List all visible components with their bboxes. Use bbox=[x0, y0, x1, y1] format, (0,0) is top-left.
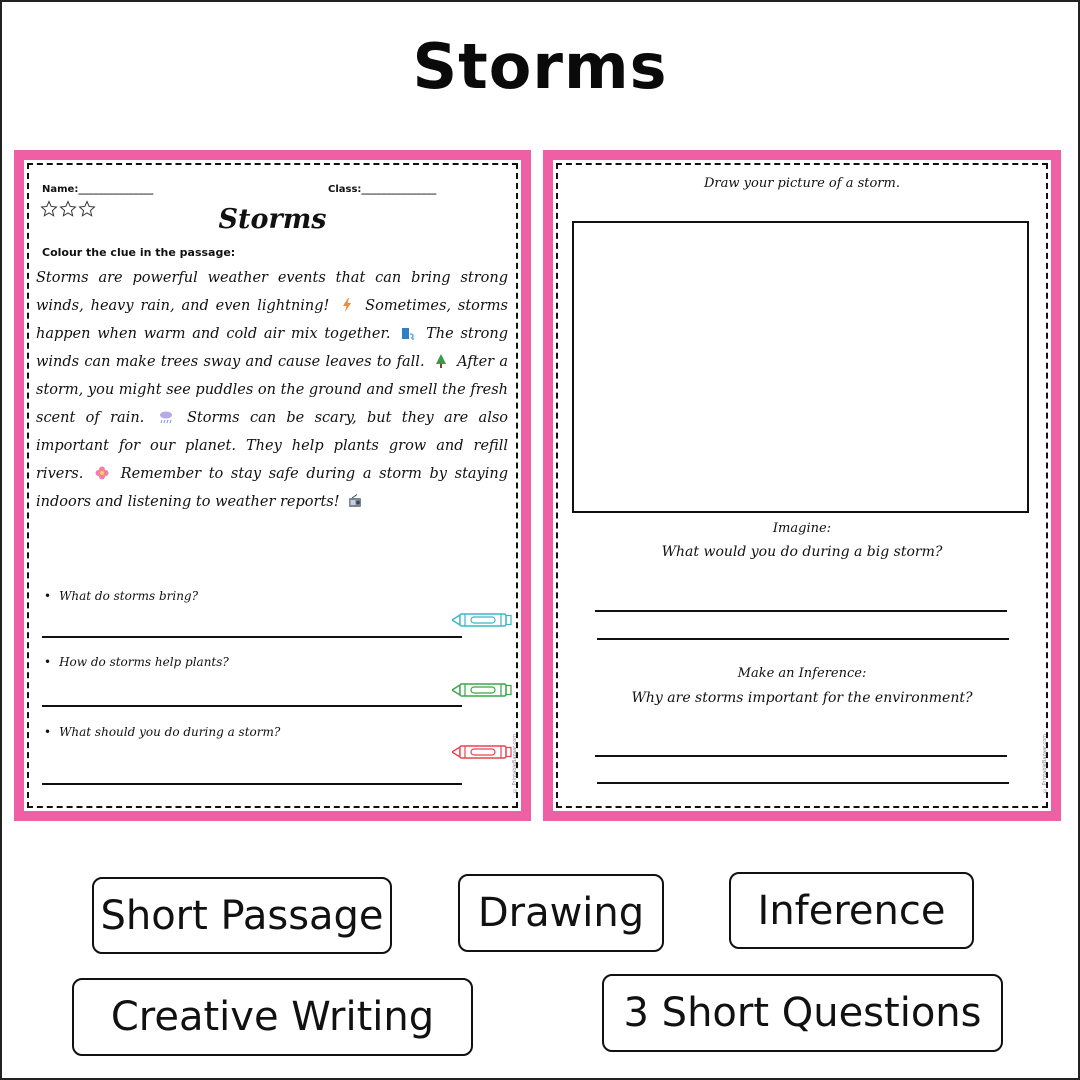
imagine-answer-line-1[interactable] bbox=[595, 610, 1007, 612]
main-title: Storms bbox=[412, 30, 668, 103]
passage-sentence: Storms are powerful weather events that can bring strong winds, heavy rain, and even lightning! bbox=[36, 270, 508, 314]
question-bullet: • bbox=[44, 725, 52, 739]
passage-sentence: After a storm, you might see puddles on the ground and smell the fresh scent of rain. bbox=[36, 354, 509, 426]
inference-question: Why are storms important for the environment? bbox=[631, 690, 973, 706]
question-text: How do storms help plants? bbox=[59, 655, 229, 669]
tag-3-short-questions: 3 Short Questions bbox=[602, 974, 1003, 1052]
copyright-note: © PrintableBazaar.com bbox=[1042, 734, 1048, 793]
worksheet-page-passage bbox=[14, 150, 531, 821]
copyright-note: © PrintableBazaar.com bbox=[512, 734, 518, 793]
imagine-label: Imagine: bbox=[772, 521, 832, 536]
wind-icon bbox=[401, 322, 415, 336]
name-field-label: Name:_______________ bbox=[42, 184, 154, 195]
crayon-icon bbox=[452, 682, 512, 698]
tag-creative-writing: Creative Writing bbox=[72, 978, 473, 1056]
question-text: What should you do during a storm? bbox=[59, 725, 281, 739]
passage-sentence: Sometimes, storms happen when warm and cold air mix together. bbox=[36, 298, 509, 342]
flower-icon bbox=[95, 462, 109, 476]
passage-sentence: Remember to stay safe during a storm by staying indoors and listening to weather reports! bbox=[36, 466, 509, 510]
question-2 bbox=[44, 655, 229, 669]
question-bullet: • bbox=[44, 589, 52, 603]
imagine-question: What would you do during a big storm? bbox=[661, 544, 943, 560]
question-text: What do storms bring? bbox=[59, 589, 199, 603]
drawing-instruction: Draw your picture of a storm. bbox=[704, 176, 900, 191]
crayon-icon bbox=[452, 744, 512, 760]
passage-instruction: Colour the clue in the passage: bbox=[42, 246, 236, 259]
inference-answer-line-1[interactable] bbox=[595, 755, 1007, 757]
imagine-answer-line-2[interactable] bbox=[597, 638, 1009, 640]
worksheet-page-drawing bbox=[543, 150, 1061, 821]
drawing-box[interactable] bbox=[572, 221, 1029, 513]
class-field-label: Class:_______________ bbox=[328, 184, 437, 195]
worksheet-title: Storms bbox=[218, 204, 327, 235]
inference-answer-line-2[interactable] bbox=[597, 782, 1009, 784]
answer-line-3[interactable] bbox=[42, 783, 462, 785]
question-3 bbox=[44, 725, 280, 739]
tree-icon bbox=[434, 350, 448, 364]
rain-cloud-icon bbox=[159, 406, 173, 420]
passage-sentence: Storms can be scary, but they are also important for our planet. They help plants grow and refill rivers. bbox=[36, 410, 509, 482]
tag-drawing: Drawing bbox=[458, 874, 664, 952]
worksheet-page-passage-inner bbox=[24, 160, 521, 811]
lightning-icon bbox=[340, 294, 354, 308]
tag-short-passage: Short Passage bbox=[92, 877, 392, 954]
passage-sentence: The strong winds can make trees sway and cause leaves to fall. bbox=[36, 326, 509, 370]
radio-icon bbox=[348, 490, 362, 504]
question-bullet: • bbox=[44, 655, 52, 669]
worksheet-page-drawing-inner bbox=[553, 160, 1051, 811]
reading-passage bbox=[36, 264, 508, 516]
question-1 bbox=[44, 589, 198, 603]
inference-label: Make an Inference: bbox=[737, 666, 867, 681]
answer-line-2[interactable] bbox=[42, 705, 462, 707]
tag-inference: Inference bbox=[729, 872, 974, 949]
crayon-icon bbox=[452, 612, 512, 628]
answer-line-1[interactable] bbox=[42, 636, 462, 638]
